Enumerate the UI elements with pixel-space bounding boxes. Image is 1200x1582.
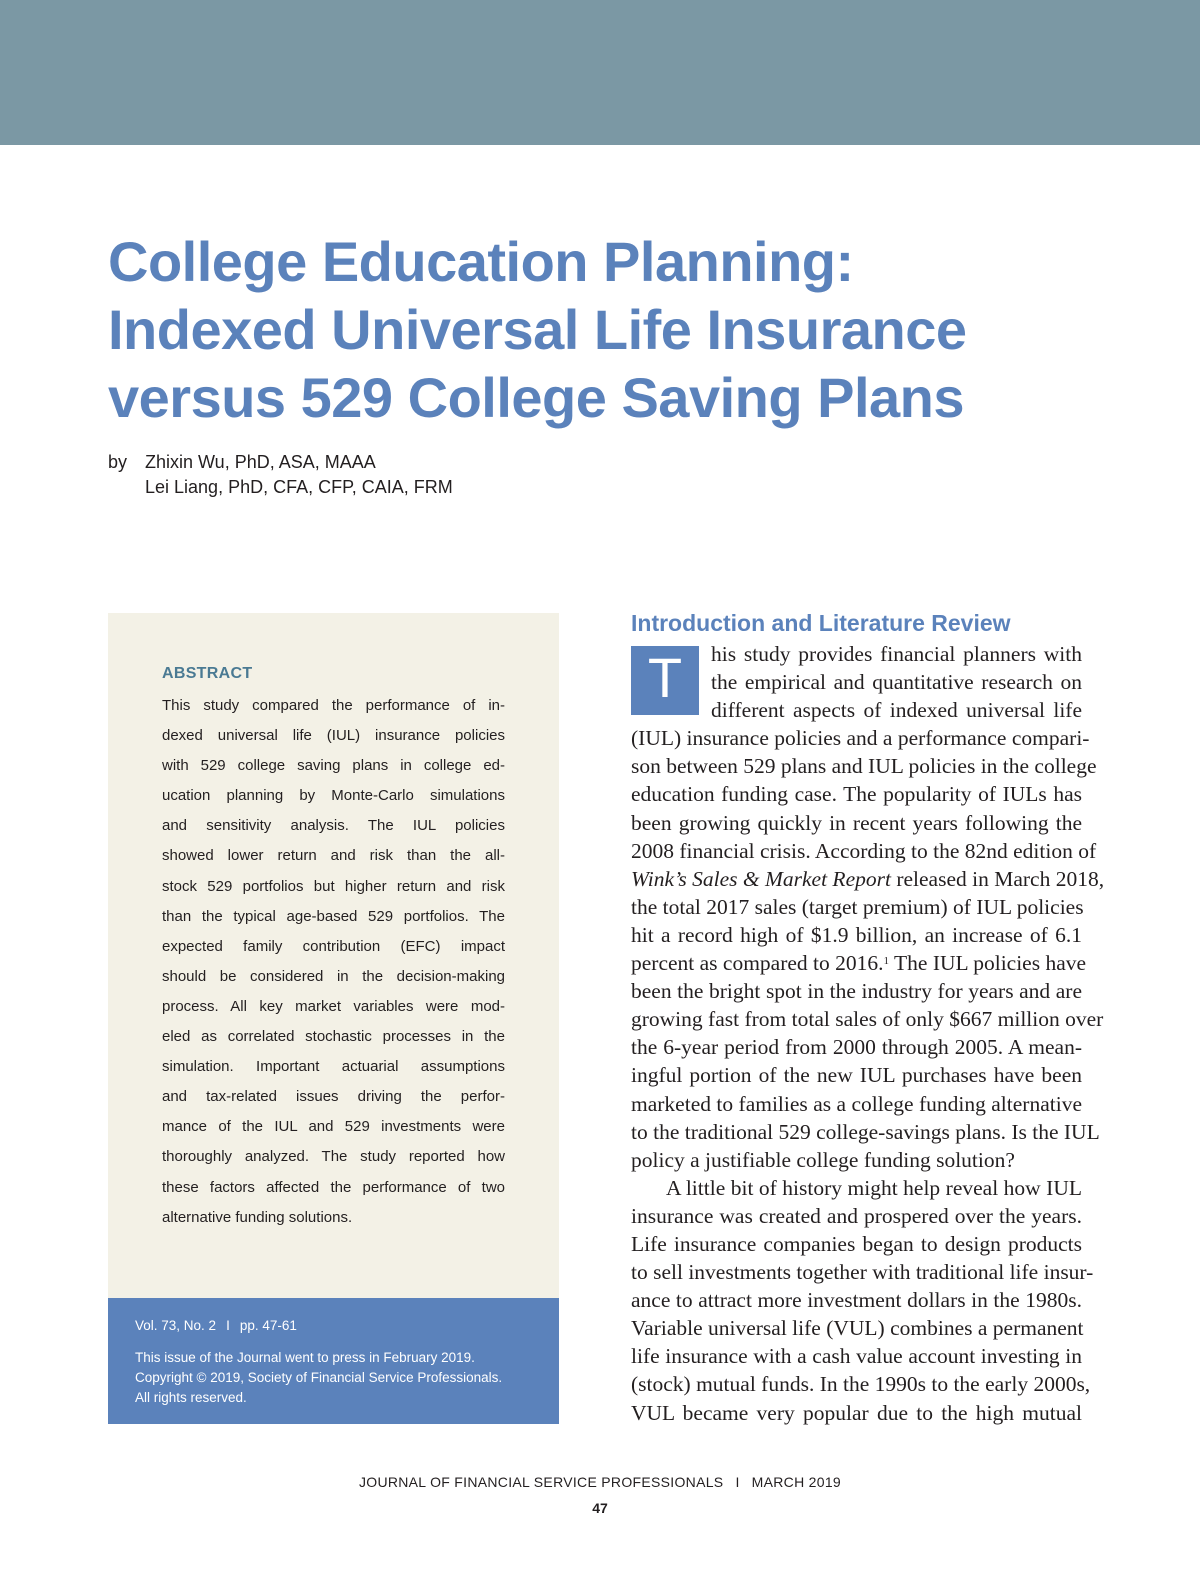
abstract-line: thoroughly analyzed. The study reported how [162,1148,505,1166]
abstract-line: dexed universal life (IUL) insurance policies [162,727,505,745]
body-line [631,865,1105,893]
abstract-line: showed lower return and risk than the all- [162,847,505,865]
abstract-line: with 529 college saving plans in college ed- [162,757,505,775]
report-title: Wink’s Sales & Market Report [631,866,891,891]
body-line: the 6-year period from 2000 through 2005. A mean- [631,1035,1082,1060]
abstract-line: than the typical age-based 529 portfolios. The [162,907,505,925]
title-line-1: College Education Planning: [108,230,854,293]
abstract-heading: ABSTRACT [162,665,253,682]
body-line: his study provides financial planners with [711,642,1082,666]
footer-separator: I [735,1474,740,1490]
body-line [631,949,1087,977]
abstract-line: ucation planning by Monte-Carlo simulations [162,787,505,805]
abstract-line: expected family contribution (EFC) impact [162,937,505,955]
byline [108,450,453,500]
body-line: different aspects of indexed universal life [711,698,1082,723]
body-line: Life insurance companies began to design products [631,1231,1082,1256]
body-line: hit a record high of $1.9 billion, an increase of 6.1 [631,922,1082,947]
author-2: Lei Liang, PhD, CFA, CFP, CAIA, FRM [145,477,453,497]
volume-number: Vol. 73, No. 2 [135,1318,217,1333]
page-range: pp. 47-61 [239,1318,297,1333]
volume-pages [135,1318,297,1333]
byline-by: by [108,452,128,472]
body-line: marketed to families as a college funding alternative [631,1091,1082,1116]
body-line: 2008 financial crisis. According to the 82nd edition of [631,838,1097,863]
article-title [108,228,1108,432]
author-1: Zhixin Wu, PhD, ASA, MAAA [145,452,376,472]
abstract-text [162,691,505,1233]
body-line: (IUL) insurance policies and a performance compari- [631,726,1090,751]
header-band [0,0,1200,145]
abstract-line: these factors affected the performance of two [162,1178,505,1196]
press-date-line: This issue of the Journal went to press in February 2019. [135,1350,475,1365]
page-footer [0,1474,1200,1490]
copyright-line: Copyright © 2019, Society of Financial Service Professionals. [135,1370,503,1385]
body-line: growing fast from total sales of only $667 million over [631,1007,1104,1032]
body-line: Variable universal life (VUL) combines a permanent [631,1316,1084,1341]
body-line: insurance was created and prospered over the years. [631,1203,1082,1228]
body-line: (stock) mutual funds. In the 1990s to the early 2000s, [631,1372,1091,1397]
body-line: to the traditional 529 college-savings plans. Is the IUL [631,1119,1100,1144]
body-line: to sell investments together with traditional life insur- [631,1260,1094,1285]
author-list [145,450,453,500]
copyright-notice [135,1348,502,1408]
abstract-line: eled as correlated stochastic processes in the [162,1028,505,1046]
abstract-line: process. All key market variables were mod- [162,997,505,1015]
page-number: 47 [592,1500,608,1516]
info-separator: I [226,1318,230,1333]
rights-line: All rights reserved. [135,1390,247,1405]
article-body [631,640,1105,1427]
body-line: education funding case. The popularity of IULs has [631,782,1082,807]
body-line: policy a justifiable college funding solution? [631,1147,1015,1172]
body-line: VUL became very popular due to the high mutual [631,1400,1082,1425]
body-line: been growing quickly in recent years following the [631,810,1082,835]
abstract-line: stock 529 portfolios but higher return and risk [162,877,505,895]
body-line-end: The IUL policies have [889,951,1087,976]
body-line-rest: released in March 2018, [890,866,1105,891]
title-line-2: Indexed Universal Life Insurance [108,298,967,361]
body-line-start: percent as compared to 2016. [631,951,884,976]
abstract-line: and sensitivity analysis. The IUL policies [162,817,505,835]
abstract-line: simulation. Important actuarial assumptions [162,1058,505,1076]
publication-info-box [108,1298,559,1424]
title-line-3: versus 529 College Saving Plans [108,366,965,429]
abstract-line: mance of the IUL and 529 investments were [162,1118,505,1136]
body-line: ance to attract more investment dollars in the 1980s. [631,1288,1082,1313]
section-heading: Introduction and Literature Review [631,610,1011,636]
abstract-line: and tax-related issues driving the perfor- [162,1088,505,1106]
body-line: son between 529 plans and IUL policies in the college [631,754,1097,779]
abstract-box [108,613,559,1298]
footnote-marker[interactable]: 1 [883,955,890,968]
body-line: A little bit of history might help reveal how IUL [666,1175,1082,1200]
body-line: ingful portion of the new IUL purchases have been [631,1063,1082,1088]
drop-cap: T [631,646,699,715]
body-line: the empirical and quantitative research on [711,670,1082,695]
body-line: the total 2017 sales (target premium) of IUL policies [631,894,1084,919]
abstract-line: alternative funding solutions. [162,1208,353,1226]
abstract-line: should be considered in the decision-making [162,967,505,985]
body-line: been the bright spot in the industry for years and are [631,979,1082,1004]
abstract-line: This study compared the performance of in- [162,697,505,714]
body-line: life insurance with a cash value account investing in [631,1344,1082,1369]
journal-name: JOURNAL OF FINANCIAL SERVICE PROFESSIONALS [358,1474,724,1490]
issue-date: MARCH 2019 [751,1474,842,1490]
